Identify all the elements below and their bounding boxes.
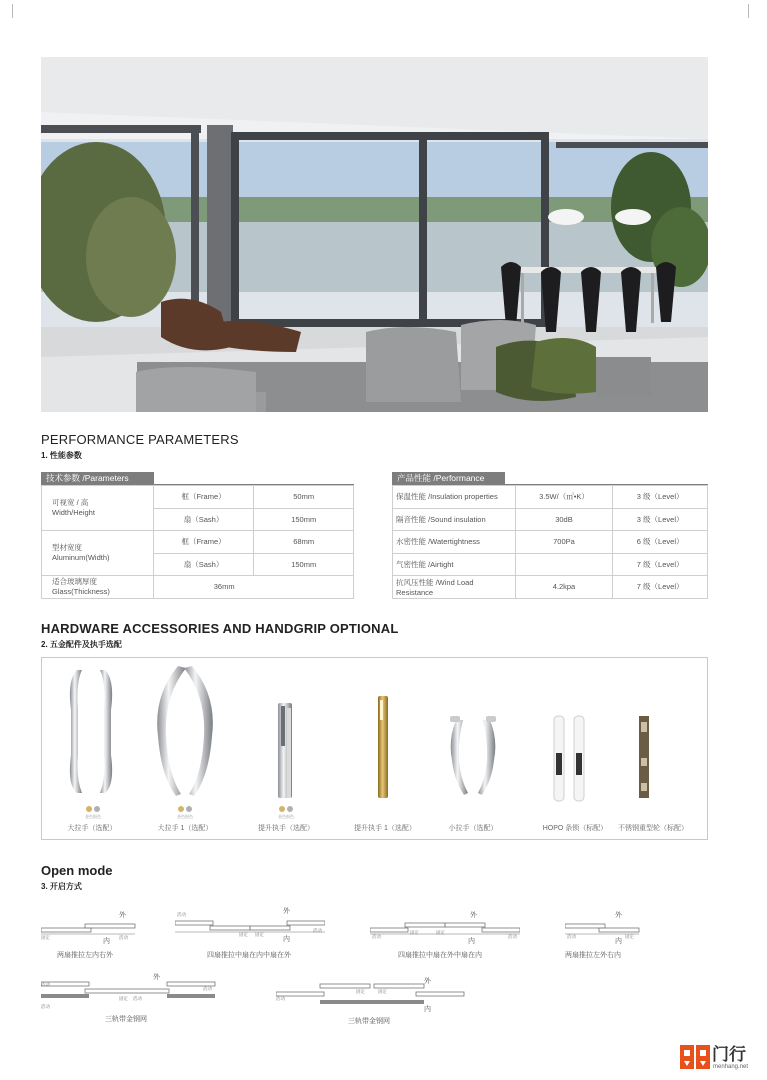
movable-label: 活动 bbox=[41, 1004, 50, 1009]
open-mode-diagram-4 bbox=[565, 908, 665, 960]
open-mode-subtitle: 3. 开启方式 bbox=[41, 882, 82, 891]
movable-label: 活动 bbox=[41, 982, 50, 987]
outside-label: 外 bbox=[283, 908, 290, 915]
table-row bbox=[42, 486, 354, 509]
frame-label: 框（Frame） bbox=[153, 486, 254, 509]
performance-table-header: 产品性能 /Performance bbox=[392, 472, 505, 485]
hardware-item-small-pull-handle bbox=[428, 658, 518, 839]
perf-value: 4.2kpa bbox=[515, 576, 613, 599]
table-row bbox=[393, 486, 708, 509]
movable-label: 活动 bbox=[276, 996, 285, 1001]
diagram-label: 三轨带金钢网 bbox=[348, 1018, 390, 1025]
silver-swatch bbox=[186, 806, 192, 812]
movable-label: 活动 bbox=[203, 986, 212, 991]
perf-value: 700Pa bbox=[515, 531, 613, 554]
sash-value: 150mm bbox=[254, 508, 354, 531]
hardware-item-label: 提升执手（选配） bbox=[258, 825, 314, 832]
perf-level: 3 级（Level） bbox=[613, 486, 708, 509]
logo-text: 门行 bbox=[712, 1045, 746, 1064]
open-mode-diagram-3 bbox=[370, 908, 520, 960]
fixed-label: 固定 bbox=[356, 989, 365, 994]
perf-name: 水密性能 /Watertightness bbox=[393, 531, 516, 554]
outside-label: 外 bbox=[153, 974, 160, 981]
hero-photo bbox=[41, 57, 708, 412]
movable-label: 活动 bbox=[133, 996, 142, 1001]
diagram-label: 两扇推拉左外右内 bbox=[565, 952, 621, 959]
gold-swatch bbox=[178, 806, 184, 812]
table-row bbox=[42, 576, 354, 599]
fixed-label: 固定 bbox=[378, 989, 387, 994]
hardware-item-label: 小拉手（选配） bbox=[448, 825, 498, 832]
sash-value: 150mm bbox=[254, 553, 354, 576]
width-height-label: 可视宽 / 高 Width/Height bbox=[42, 486, 154, 531]
fixed-label: 固定 bbox=[119, 996, 128, 1001]
parameters-table-header: 技术参数 /Parameters bbox=[41, 472, 154, 485]
outside-label: 外 bbox=[470, 912, 477, 919]
perf-name: 气密性能 /Airtight bbox=[393, 553, 516, 576]
movable-label: 活动 bbox=[372, 934, 381, 939]
open-mode-diagram-2 bbox=[175, 906, 325, 960]
outside-label: 外 bbox=[119, 912, 126, 919]
silver-swatch-label: 银色 bbox=[286, 814, 294, 819]
crop-mark-top-left bbox=[0, 4, 13, 18]
performance-table bbox=[392, 485, 708, 599]
crop-mark-top-right bbox=[748, 4, 763, 18]
inside-label: 内 bbox=[615, 938, 622, 945]
perf-name: 隔音性能 /Sound insulation bbox=[393, 508, 516, 531]
movable-label: 活动 bbox=[508, 934, 517, 939]
gold-swatch-label: 金色 bbox=[85, 814, 93, 819]
perf-level: 6 级（Level） bbox=[613, 531, 708, 554]
frame-value: 50mm bbox=[254, 486, 354, 509]
movable-label: 活动 bbox=[567, 934, 576, 939]
logo-mark-icon bbox=[678, 1041, 712, 1073]
fixed-label: 固定 bbox=[410, 930, 419, 935]
table-row bbox=[393, 576, 708, 599]
perf-level: 7 级（Level） bbox=[613, 553, 708, 576]
open-mode-diagram-1 bbox=[41, 908, 141, 960]
outside-label: 外 bbox=[615, 912, 622, 919]
silver-swatch bbox=[287, 806, 293, 812]
fixed-label: 固定 bbox=[255, 932, 264, 937]
perf-level: 7 级（Level） bbox=[613, 576, 708, 599]
diagram-label: 四扇推拉中扇在内中扇在外 bbox=[207, 952, 291, 959]
sash-label: 扇（Sash） bbox=[153, 508, 254, 531]
hardware-item-label: 大拉手 1（选配） bbox=[157, 825, 213, 832]
aluminum-width-label: 型材宽度 Aluminum(Width) bbox=[42, 531, 154, 576]
hardware-item-label: 大拉手（选配） bbox=[67, 825, 117, 832]
diagram-label: 四扇推拉中扇在外中扇在内 bbox=[398, 952, 482, 959]
performance-title: PERFORMANCE PARAMETERS bbox=[41, 432, 239, 447]
perf-value bbox=[515, 553, 613, 576]
open-mode-diagram-6 bbox=[276, 976, 466, 1028]
hardware-subtitle: 2. 五金配件及执手选配 bbox=[41, 640, 122, 649]
perf-name: 抗风压性能 /Wind Load Resistance bbox=[393, 576, 516, 599]
table-row bbox=[393, 531, 708, 554]
open-mode-title: Open mode bbox=[41, 863, 113, 878]
open-mode-diagram-5 bbox=[41, 972, 221, 1026]
table-row bbox=[393, 508, 708, 531]
hardware-item-label: 提升执手 1（选配） bbox=[354, 825, 416, 832]
diagram-label: 三轨带金钢网 bbox=[105, 1016, 147, 1023]
table-row bbox=[42, 531, 354, 554]
hardware-item-lift-handle bbox=[241, 658, 331, 839]
gold-swatch-label: 金色 bbox=[278, 814, 286, 819]
hardware-title: HARDWARE ACCESSORIES AND HANDGRIP OPTIONAL bbox=[41, 621, 399, 636]
hardware-item-label: HOPO 条锁（标配） bbox=[542, 825, 608, 832]
fixed-label: 固定 bbox=[41, 935, 50, 940]
table-row bbox=[393, 553, 708, 576]
diagram-label: 两扇推拉左内右外 bbox=[57, 952, 113, 959]
movable-label: 活动 bbox=[119, 935, 128, 940]
movable-label: 活动 bbox=[177, 912, 186, 917]
sash-label: 扇（Sash） bbox=[153, 553, 254, 576]
hardware-item-stainless-wheel bbox=[612, 658, 702, 839]
gold-swatch bbox=[86, 806, 92, 812]
silver-swatch-label: 银色 bbox=[185, 814, 193, 819]
perf-value: 30dB bbox=[515, 508, 613, 531]
movable-label: 活动 bbox=[313, 928, 322, 933]
hardware-item-label: 不锈钢重型轮（标配） bbox=[618, 825, 688, 832]
hardware-panel bbox=[41, 657, 708, 840]
silver-swatch-label: 银色 bbox=[93, 814, 101, 819]
logo-url: menhang.net bbox=[713, 1064, 749, 1070]
silver-swatch bbox=[94, 806, 100, 812]
inside-label: 内 bbox=[103, 938, 110, 945]
fixed-label: 固定 bbox=[436, 930, 445, 935]
hardware-item-large-pull-handle-1 bbox=[140, 658, 230, 839]
inside-label: 内 bbox=[424, 1006, 431, 1013]
frame-value: 68mm bbox=[254, 531, 354, 554]
outside-label: 外 bbox=[424, 978, 431, 985]
perf-value: 3.5W/（㎡•K） bbox=[515, 486, 613, 509]
inside-label: 内 bbox=[283, 936, 290, 943]
glass-thickness-label: 适合玻璃厚度 Glass(Thickness) bbox=[42, 576, 154, 599]
gold-swatch bbox=[279, 806, 285, 812]
hardware-item-large-pull-handle bbox=[47, 658, 137, 839]
parameters-table bbox=[41, 485, 354, 599]
fixed-label: 固定 bbox=[625, 934, 634, 939]
hardware-item-hopo-lock bbox=[530, 658, 620, 839]
perf-name: 保温性能 /Insulation properties bbox=[393, 486, 516, 509]
hardware-item-lift-handle-1 bbox=[340, 658, 430, 839]
frame-label: 框（Frame） bbox=[153, 531, 254, 554]
inside-label: 内 bbox=[468, 938, 475, 945]
perf-level: 3 级（Level） bbox=[613, 508, 708, 531]
gold-swatch-label: 金色 bbox=[177, 814, 185, 819]
glass-thickness-value: 36mm bbox=[153, 576, 353, 599]
fixed-label: 固定 bbox=[239, 932, 248, 937]
performance-subtitle: 1. 性能参数 bbox=[41, 451, 82, 460]
